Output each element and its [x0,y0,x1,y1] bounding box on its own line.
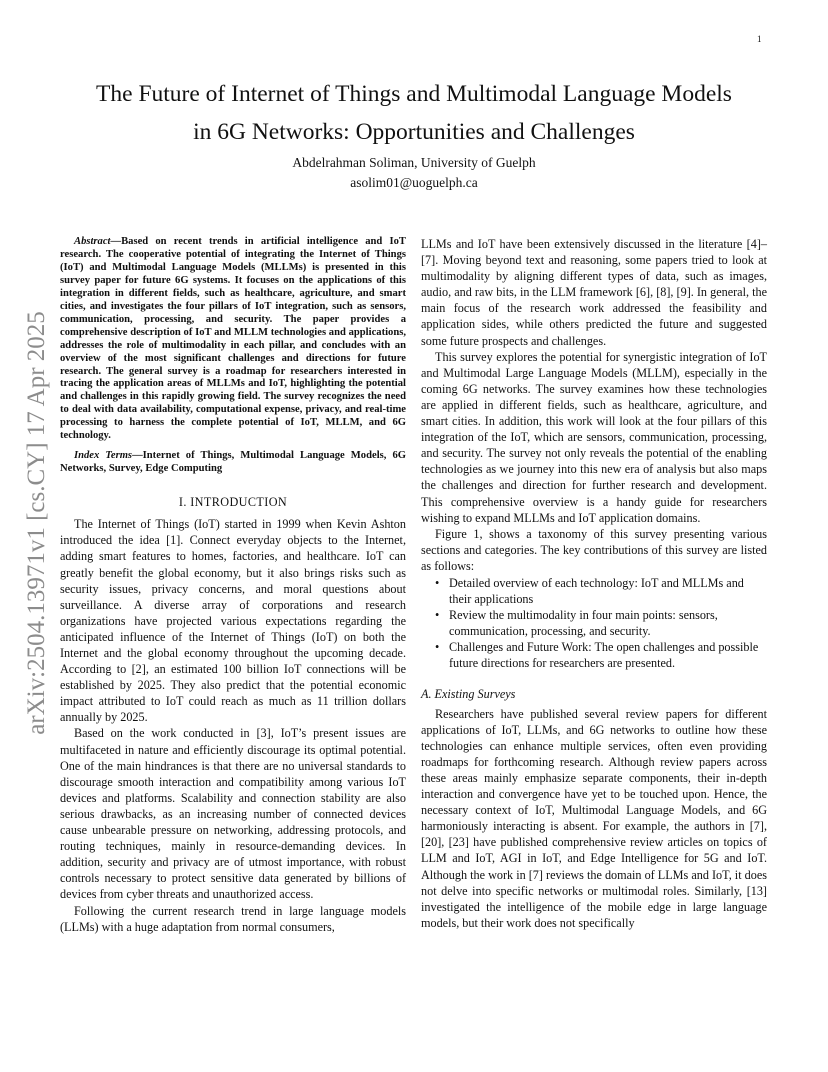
section-heading-introduction: I. INTRODUCTION [178,495,288,510]
body-paragraph: This survey explores the potential for synergistic integration of IoT and Multimodal Large Language Models (MLLM), especially in the coming 6G networks. The survey examines how these technologies are applied in different fields, such as healthcare, agriculture, and smart cities. In addition, this work will look at the four pillars of this integration of the IoT, which are sensors, communication, processing, and security. The survey not only reveals the potential of the enabling technologies as we journey into this new era of analysis but also maps the challenges and direction for further research and development. This comprehensive overview is a handy guide for researchers wishing to expand MLLMs and IoT application domains. [421,349,767,525]
page-number: 1 [757,34,762,44]
list-item: • Review the multimodality in four main points: sensors, communication, processing, and security. [449,607,767,639]
right-column [421,236,767,931]
list-item: • Challenges and Future Work: The open challenges and possible future directions for researchers are presented. [449,639,767,671]
subsection-heading-existing-surveys: A. Existing Surveys [421,686,516,701]
title-line-2: in 6G Networks: Opportunities and Challenges [193,119,635,145]
author-email: asolim01@uoguelph.ca [350,175,478,190]
intro-paragraph: The Internet of Things (IoT) started in 1999 when Kevin Ashton introduced the idea [1]. Connect everyday objects to the Internet, adding smart features to homes, factories, and healthcare. IoT can greatly benefit the global economy, but it also brings risks such as security issues, privacy concerns, and moral questions about surveillance. A diverse array of corporations and research organizations have projected various expectations regarding the anticipated influence of the Internet of Things (IoT) on both the Internet and the global economy throughout the upcoming decade. According to [2], an estimated 100 billion IoT connections will be established by 2025. They also predict that the potential economic impact attributed to IoT could reach as much as 11 trillion dollars annually by 2025. [60,517,406,725]
author-affiliation: Abdelrahman Soliman, University of Guelph [292,155,536,170]
index-terms-text: —Internet of Things, Multimodal Language Models, 6G Networks, Survey, Edge Computing [60,450,406,475]
body-paragraph: Researchers have published several review papers for different applications of IoT, LLMs, and 6G networks to outline how these technologies can enhance multiple services, often even providing roadmaps for forthcoming research. Although review papers across these areas mainly emphasize separate components, their in-depth interaction and convergence have yet to be touched upon. Hence, the necessary context of IoT, Multimodal Language Models, and 6G harmoniously interacting is absent. For example, the authors in [7], [20], [23] have published comprehensive review articles on topics of LLM and IoT, AGI in IoT, and Edge Intelligence for 5G and IoT. Although the work in [7] reviews the domain of LLMs and IoT, it does not delve into specific networks or multimodal roles. Similarly, [13] investigated the intelligence of the mobile edge in large language models, but their work does not specifically [421,706,767,930]
intro-paragraph: Based on the work conducted in [3], IoT’s present issues are multifaceted in nature and efficiently discourage its optimal potential. One of the main hindrances is that there are no universal standards to discourage smooth interaction and compatibility among various IoT devices and platforms. Scalability and connection stability are also serious drawbacks, as an increasing number of connected devices cause unbearable pressure on networking, addressing protocols, and routing techniques, mainly in resource-demanding devices. In addition, security and privacy are of utmost importance, with robust controls necessary to protect sensitive data generated by billions of devices from cyber threats and unauthorized access. [60,726,406,902]
body-paragraph: Figure 1, shows a taxonomy of this survey presenting various sections and categories. The key contributions of this survey are listed as follows: [421,526,767,573]
index-terms-lead: Index Terms [74,450,133,462]
paper-title [60,75,768,151]
left-column [60,236,406,935]
arxiv-identifier: arXiv:2504.13971v1 [cs.CY] 17 Apr 2025 [23,311,50,735]
contributions-list [421,575,767,672]
abstract-text: —Based on recent trends in artificial intelligence and IoT research. The cooperative potential of integrating the Internet of Things (IoT) and Multimodal Language Models (MLLMs) is presented in this survey paper for future 6G systems. It focuses on the applications of this integration in different fields, such as healthcare, agriculture, and smart cities, and investigates the four pillars of IoT integration, such as sensors, communication, processing, and security. The paper provides a comprehensive description of IoT and MLLM technologies and applications, addresses the role of multimodality in each pillar, and concludes with an overview of the most significant challenges and directions for future research. The general survey is a roadmap for researchers interested in tracing the application areas of MLLMs and IoT, highlighting the potential and challenges in this rapidly growing field. The survey recognizes the need to deal with data availability, computational expense, privacy, and real-time processing to harness the complete potential of IoT, MLLM, and 6G technology. [60,236,406,442]
abstract [60,236,406,443]
body-paragraph: LLMs and IoT have been extensively discussed in the literature [4]–[7]. Moving beyond text and reasoning, some papers tried to look at multimodality by aligning different types of data, such as images, audio, and raw bits, in the LLM framework [6], [8], [9]. In general, the main focus of the research work addressed the feasibility and application sides, while others predicted the future and suggested some future prospects and challenges. [421,237,767,348]
title-line-1: The Future of Internet of Things and Multimodal Language Models [96,81,732,107]
index-terms [60,450,406,476]
intro-paragraph: Following the current research trend in large language models (LLMs) with a huge adaptation from normal consumers, [60,903,406,934]
abstract-lead: Abstract [74,236,111,247]
list-item: • Detailed overview of each technology: IoT and MLLMs and their applications [449,575,767,607]
